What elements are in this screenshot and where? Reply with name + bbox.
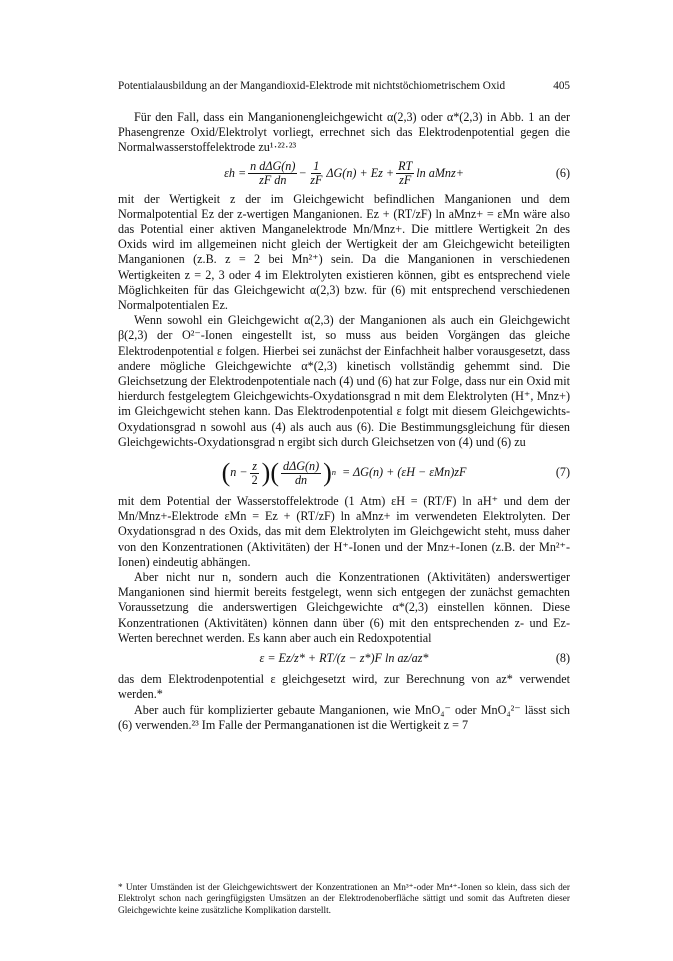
eq6-fraction-1	[248, 160, 297, 187]
paragraph-2: mit der Wertigkeit z der im Gleichgewicht befindlichen Manganionen und dem Normalpotential Ez der z-wertigen Manganionen. Ez + (RT/zF) ln aMnz+ = εMn wäre also das Potential einer aktiven Manganelektrode Mn/Mnz+. Die mittlere Wertigkeit 2n des Oxids wird im allgemeinen nicht gleich der Wertigkeit der am Gleichgewicht beteiligten Manganionen (z.B. z = 2 bei Mn²⁺) sein. Da die Manganionen in verschiedenen Wertigkeiten z = 2, 3 oder 4 im Elektrolyten existieren können, gibt es entsprechend viele Möglichkeiten für das Gleichgewicht α(2,3) bzw. für (6) mit entsprechend verschiedenen Normalpotentialen Ez.	[118, 191, 570, 313]
running-title: Potentialausbildung an der Mangandioxid-Elektrode mit nichtstöchiometrischem Oxid	[118, 80, 506, 92]
eq7-rhs: = ΔG(n) + (εH − εMn)zF	[342, 465, 467, 480]
page-number: 405	[553, 80, 570, 92]
eq7-n-minus: n −	[230, 465, 248, 480]
eq7-subscript: n	[331, 467, 337, 478]
equation-8	[118, 648, 570, 670]
eq7-frac-denominator: 2	[251, 472, 258, 487]
eq6-frac3-numerator: RT	[398, 159, 413, 174]
eq6-tail: ln aMnz+	[416, 166, 464, 180]
equation-number-8: (8)	[555, 651, 570, 666]
paragraph-4: mit dem Potential der Wasserstoffelektrode (1 Atm) εH = (RT/F) ln aH⁺ und dem der Mn/Mnz+-Elektrode εMn = Ez + (RT/zF) ln aMnz+ im verwendeten Elektrolyten. Der Oxydationsgrad n des Oxids, das mit dem Elektrolyten im Gleichgewicht steht, muss daher von den Konzentrationen (Aktivitäten) der H⁺-Ionen und der Mnz+-Ionen (z.B. der Mn²⁺-Ionen) eindeutig abhängen.	[118, 494, 570, 569]
eq6-fraction-3	[396, 160, 414, 187]
eq6-fraction-2	[308, 160, 324, 187]
eq7-paren-end: )	[323, 458, 332, 488]
eq7-paren-middle: )(	[261, 458, 279, 488]
paragraph-7: Aber auch für komplizierter gebaute Manganionen, wie MnO₄⁻ oder MnO₄²⁻ lässt sich (6) verwenden.²³ Im Falle der Permanganationen ist die Wertigkeit z = 7	[118, 702, 570, 732]
paragraph-3: Wenn sowohl ein Gleichgewicht α(2,3) der Manganionen als auch ein Gleichgewicht β(2,3) der O²⁻-Ionen eingestellt ist, so muss aus beiden Vorgängen das gleiche Elektrodenpotential ε folgen. Hierbei sei zunächst der Einfachheit halber vorausgesetzt, dass andere mögliche Gleichgewichte α*(2,3) kinetisch vollständig gehemmt sind. Die Gleichsetzung der Elektrodenpotentiale nach (4) und (6) hat zur Folge, dass nur ein Oxid mit hierdurch festgelegtem Gleichgewichts-Oxydationsgrad n mit dem Elektrolyten (H⁺, Mnz+) im Gleichgewicht stehen kann. Das Elektrodenpotential ε folgt mit diesem Gleichgewichts-Oxydationsgrad n sowohl aus (4) als auch aus (6). Die Bestimmungsgleichung für diesen Gleichgewichts-Oxydationsgrad n ergibt sich durch Gleichsetzen von (4) und (6) zu	[118, 313, 570, 449]
eq6-frac1-denominator: zF dn	[259, 173, 287, 188]
eq7-fraction-z2	[250, 460, 260, 487]
eq6-frac3-denominator: zF	[399, 173, 412, 188]
equation-number-7: (7)	[555, 465, 570, 480]
footnote: * Unter Umständen ist der Gleichgewichtswert der Konzentrationen an Mn³⁺-oder Mn⁴⁺-Ionen so klein, dass sich der Elektrolyt schon nach geringfügigsten Umsätzen an der Elektrodenoberfläche sättigt und somit das Auftreten dieser Gleichgewichte keine zusätzliche Komplikation darstellt.	[118, 883, 570, 916]
eq7-paren-open: (	[221, 458, 231, 488]
paragraph-5: Aber nicht nur n, sondern auch die Konzentrationen (Aktivitäten) anderswertiger Manganionen sind hiermit bereits festgelegt, wenn sich entgegen der zunächst gemachten Voraussetzung die anderswertigen Gleichgewichte α*(2,3) einstellen können. Diese Konzentrationen (Aktivitäten) können dann über (6) mit den entsprechenden z- und Ez-Werten berechnet werden. Es kann aber auch ein Redoxpotential	[118, 570, 570, 645]
paragraph-1: Für den Fall, dass ein Manganionengleichgewicht α(2,3) oder α*(2,3) in Abb. 1 an der Phasengrenze Oxid/Elektrolyt vorliegt, errechnet sich das Elektrodenpotential gegen die Normalwasserstoffelektrode zu¹·²²·²³	[118, 110, 570, 155]
eq6-middle: ΔG(n) + Ez +	[326, 166, 395, 180]
eq8-expression: ε = Ez/z* + RT/(z − z*)F ln az/az*	[259, 651, 429, 666]
eq6-lhs: εh =	[224, 166, 247, 180]
eq6-frac1-numerator: n dΔG(n)	[250, 159, 296, 174]
eq7-derivative-denominator: dn	[294, 472, 308, 487]
running-header	[118, 80, 570, 92]
body-text	[118, 110, 570, 733]
equation-7	[118, 455, 570, 491]
eq6-frac2-denominator: zF	[310, 173, 323, 188]
eq7-frac-numerator: z	[252, 458, 257, 473]
eq6-frac2-numerator: 1	[313, 159, 320, 174]
paragraph-6: das dem Elektrodenpotential ε gleichgesetzt wird, zur Berechnung von az* verwendet werden.*	[118, 672, 570, 702]
eq6-minus: −	[299, 166, 307, 180]
eq7-derivative-numerator: dΔG(n)	[283, 458, 320, 473]
equation-number-6: (6)	[555, 166, 570, 180]
eq7-derivative	[281, 460, 321, 487]
equation-6	[118, 158, 570, 190]
